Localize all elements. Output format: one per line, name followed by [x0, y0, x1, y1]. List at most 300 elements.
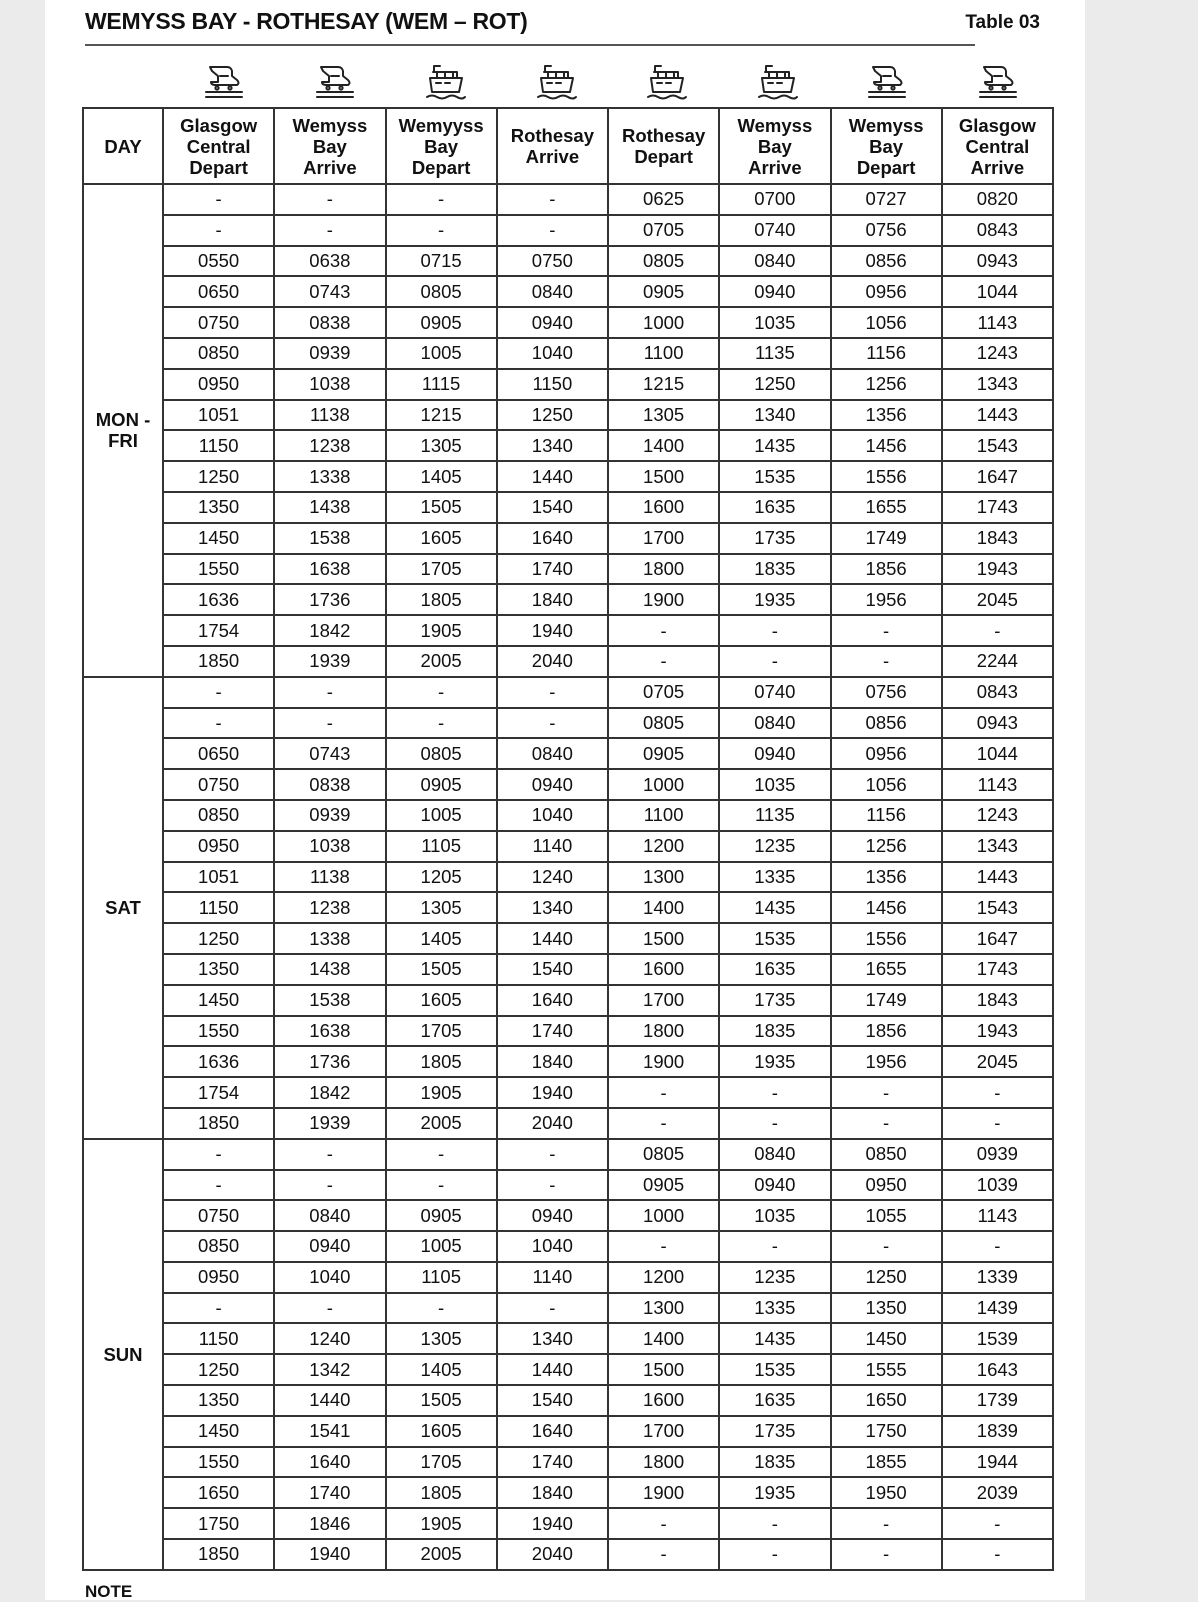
time-cell: 0838	[274, 307, 385, 338]
time-cell: 0905	[386, 769, 497, 800]
table-row	[83, 769, 1053, 800]
time-cell: 1856	[831, 1016, 942, 1047]
time-cell: 1943	[942, 1016, 1053, 1047]
table-row	[83, 800, 1053, 831]
time-cell: 1056	[831, 307, 942, 338]
time-cell: 1305	[608, 400, 719, 431]
time-cell: -	[831, 1508, 942, 1539]
time-cell: 0943	[942, 708, 1053, 739]
ferry-icon	[722, 60, 833, 104]
table-row	[83, 338, 1053, 369]
time-cell: 1556	[831, 461, 942, 492]
time-cell: 1305	[386, 892, 497, 923]
time-cell: 0838	[274, 769, 385, 800]
time-cell: -	[163, 677, 274, 708]
time-cell: -	[942, 1108, 1053, 1139]
time-cell: 0940	[274, 1231, 385, 1262]
time-cell: 0940	[719, 1170, 830, 1201]
time-cell: 1439	[942, 1293, 1053, 1324]
time-cell: -	[608, 1077, 719, 1108]
time-cell: 1440	[274, 1385, 385, 1416]
time-cell: 1035	[719, 1200, 830, 1231]
table-row	[83, 831, 1053, 862]
time-cell: 1150	[163, 1323, 274, 1354]
time-cell: 1750	[831, 1416, 942, 1447]
time-cell: -	[497, 708, 608, 739]
time-cell: 0700	[719, 184, 830, 215]
time-cell: 1200	[608, 1262, 719, 1293]
time-cell: 0650	[163, 276, 274, 307]
time-cell: 0740	[719, 215, 830, 246]
table-row	[83, 430, 1053, 461]
time-cell: 1435	[719, 892, 830, 923]
time-cell: 1235	[719, 1262, 830, 1293]
ferry-icon	[390, 60, 501, 104]
time-cell: 1156	[831, 338, 942, 369]
time-cell: 1443	[942, 400, 1053, 431]
time-cell: 0840	[719, 1139, 830, 1170]
time-cell: -	[719, 646, 830, 677]
time-cell: 1250	[497, 400, 608, 431]
time-cell: 1505	[386, 954, 497, 985]
time-cell: 1540	[497, 1385, 608, 1416]
table-row	[83, 985, 1053, 1016]
time-cell: 1647	[942, 923, 1053, 954]
time-cell: 1250	[163, 1354, 274, 1385]
day-label: SUN	[83, 1139, 163, 1570]
table-row	[83, 738, 1053, 769]
time-cell: 1051	[163, 862, 274, 893]
time-cell: 1105	[386, 1262, 497, 1293]
time-cell: 0850	[163, 800, 274, 831]
time-cell: -	[274, 1293, 385, 1324]
time-cell: 1655	[831, 954, 942, 985]
time-cell: 1835	[719, 1447, 830, 1478]
time-cell: 1850	[163, 1539, 274, 1570]
time-cell: 1540	[497, 492, 608, 523]
time-cell: 1350	[831, 1293, 942, 1324]
table-row	[83, 215, 1053, 246]
time-cell: -	[608, 1508, 719, 1539]
time-cell: 1855	[831, 1447, 942, 1478]
time-cell: 1000	[608, 1200, 719, 1231]
time-cell: 1440	[497, 1354, 608, 1385]
time-cell: -	[608, 1539, 719, 1570]
time-cell: 1635	[719, 954, 830, 985]
time-cell: -	[386, 1139, 497, 1170]
time-cell: 1340	[497, 430, 608, 461]
time-cell: 0650	[163, 738, 274, 769]
time-cell: 0905	[386, 307, 497, 338]
time-cell: -	[274, 1139, 385, 1170]
time-cell: -	[719, 1108, 830, 1139]
time-cell: 0940	[497, 1200, 608, 1231]
time-cell: 1340	[497, 1323, 608, 1354]
time-cell: 0840	[719, 708, 830, 739]
train-icon	[832, 60, 943, 104]
time-cell: -	[497, 215, 608, 246]
time-cell: 0950	[163, 831, 274, 862]
time-cell: 1939	[274, 1108, 385, 1139]
time-cell: 1636	[163, 584, 274, 615]
time-cell: 2005	[386, 1108, 497, 1139]
time-cell: -	[274, 1170, 385, 1201]
time-cell: 1839	[942, 1416, 1053, 1447]
time-cell: 1438	[274, 954, 385, 985]
time-cell: 1600	[608, 954, 719, 985]
table-number: Table 03	[965, 12, 1040, 33]
time-cell: 1100	[608, 338, 719, 369]
table-row	[83, 1323, 1053, 1354]
time-cell: 1800	[608, 1447, 719, 1478]
time-cell: 1805	[386, 1046, 497, 1077]
time-cell: 1256	[831, 831, 942, 862]
time-cell: -	[163, 708, 274, 739]
time-cell: 0850	[831, 1139, 942, 1170]
time-cell: 1435	[719, 430, 830, 461]
time-cell: 0625	[608, 184, 719, 215]
time-cell: 1340	[497, 892, 608, 923]
time-cell: 1342	[274, 1354, 385, 1385]
time-cell: 1643	[942, 1354, 1053, 1385]
time-cell: 2040	[497, 1108, 608, 1139]
time-cell: 0840	[274, 1200, 385, 1231]
time-cell: 1235	[719, 831, 830, 862]
time-cell: 0905	[608, 738, 719, 769]
time-cell: 0850	[163, 1231, 274, 1262]
time-cell: 1842	[274, 1077, 385, 1108]
time-cell: 1743	[942, 492, 1053, 523]
time-cell: 1143	[942, 769, 1053, 800]
time-cell: -	[274, 215, 385, 246]
time-cell: 1243	[942, 338, 1053, 369]
time-cell: 1450	[163, 523, 274, 554]
time-cell: 2005	[386, 646, 497, 677]
time-cell: 0756	[831, 215, 942, 246]
time-cell: 0805	[608, 708, 719, 739]
time-cell: 2244	[942, 646, 1053, 677]
time-cell: 1736	[274, 584, 385, 615]
time-cell: 1605	[386, 523, 497, 554]
time-cell: 1550	[163, 1447, 274, 1478]
time-cell: 1505	[386, 1385, 497, 1416]
time-cell: 1450	[831, 1323, 942, 1354]
time-cell: 0940	[719, 276, 830, 307]
time-cell: 0939	[274, 338, 385, 369]
time-cell: 1843	[942, 985, 1053, 1016]
time-cell: 1939	[274, 646, 385, 677]
time-cell: 1705	[386, 554, 497, 585]
time-cell: 1705	[386, 1016, 497, 1047]
time-cell: -	[719, 1539, 830, 1570]
time-cell: 1640	[497, 985, 608, 1016]
ferry-icon	[611, 60, 722, 104]
time-cell: 1350	[163, 954, 274, 985]
time-cell: 1040	[274, 1262, 385, 1293]
time-cell: 0843	[942, 215, 1053, 246]
time-cell: 1635	[719, 492, 830, 523]
note-label: NOTE	[85, 1582, 133, 1601]
time-cell: 1950	[831, 1477, 942, 1508]
timetable-page	[45, 0, 1085, 1600]
column-header-day: DAY	[83, 108, 163, 184]
time-cell: 0727	[831, 184, 942, 215]
time-cell: 2045	[942, 584, 1053, 615]
time-cell: 1405	[386, 923, 497, 954]
time-cell: -	[831, 1539, 942, 1570]
time-cell: 0705	[608, 677, 719, 708]
time-cell: 1343	[942, 369, 1053, 400]
table-row	[83, 1539, 1053, 1570]
time-cell: 1105	[386, 831, 497, 862]
time-cell: 0805	[608, 1139, 719, 1170]
table-row	[83, 1447, 1053, 1478]
time-cell: 1600	[608, 492, 719, 523]
time-cell: 1505	[386, 492, 497, 523]
time-cell: 1400	[608, 892, 719, 923]
time-cell: 0856	[831, 246, 942, 277]
table-row	[83, 492, 1053, 523]
time-cell: 1735	[719, 1416, 830, 1447]
time-cell: -	[163, 1170, 274, 1201]
time-cell: 1956	[831, 584, 942, 615]
time-cell: 0940	[497, 769, 608, 800]
time-cell: 0750	[163, 1200, 274, 1231]
table-row	[83, 1293, 1053, 1324]
time-cell: 1535	[719, 461, 830, 492]
time-cell: 0956	[831, 276, 942, 307]
time-cell: 1338	[274, 461, 385, 492]
time-cell: -	[274, 708, 385, 739]
time-cell: -	[163, 184, 274, 215]
train-icon	[169, 60, 280, 104]
time-cell: -	[497, 1170, 608, 1201]
time-cell: 0756	[831, 677, 942, 708]
time-cell: 1405	[386, 1354, 497, 1385]
time-cell: 1539	[942, 1323, 1053, 1354]
time-cell: 1840	[497, 1046, 608, 1077]
table-row	[83, 1262, 1053, 1293]
table-row	[83, 554, 1053, 585]
time-cell: 1640	[497, 1416, 608, 1447]
time-cell: 1743	[942, 954, 1053, 985]
time-cell: 1640	[274, 1447, 385, 1478]
title-divider	[85, 44, 975, 46]
time-cell: 0939	[274, 800, 385, 831]
time-cell: 1543	[942, 430, 1053, 461]
table-row	[83, 1385, 1053, 1416]
time-cell: 0805	[386, 738, 497, 769]
time-cell: 1135	[719, 800, 830, 831]
time-cell: 1140	[497, 831, 608, 862]
time-cell: 0940	[497, 307, 608, 338]
timetable	[82, 107, 1054, 1571]
time-cell: -	[719, 615, 830, 646]
time-cell: 1200	[608, 831, 719, 862]
time-cell: 1040	[497, 338, 608, 369]
time-cell: 1700	[608, 1416, 719, 1447]
time-cell: 1805	[386, 1477, 497, 1508]
time-cell: -	[719, 1231, 830, 1262]
time-cell: 1905	[386, 1508, 497, 1539]
time-cell: 1538	[274, 523, 385, 554]
time-cell: 1055	[831, 1200, 942, 1231]
table-row	[83, 461, 1053, 492]
time-cell: -	[719, 1077, 830, 1108]
time-cell: 0750	[497, 246, 608, 277]
time-cell: 1400	[608, 1323, 719, 1354]
time-cell: 1655	[831, 492, 942, 523]
time-cell: 1044	[942, 276, 1053, 307]
timetable-body	[83, 184, 1053, 1570]
column-header: Glasgow Central Depart	[163, 108, 274, 184]
time-cell: -	[386, 1293, 497, 1324]
time-cell: 2039	[942, 1477, 1053, 1508]
time-cell: 1040	[497, 800, 608, 831]
time-cell: 1935	[719, 1477, 830, 1508]
time-cell: 1356	[831, 862, 942, 893]
time-cell: -	[386, 677, 497, 708]
time-cell: -	[608, 646, 719, 677]
time-cell: 1400	[608, 430, 719, 461]
table-row	[83, 1231, 1053, 1262]
time-cell: -	[942, 1508, 1053, 1539]
time-cell: -	[608, 1108, 719, 1139]
time-cell: 1705	[386, 1447, 497, 1478]
time-cell: 1440	[497, 461, 608, 492]
time-cell: 0905	[608, 276, 719, 307]
time-cell: 1300	[608, 862, 719, 893]
time-cell: 1900	[608, 1046, 719, 1077]
table-row	[83, 1139, 1053, 1170]
time-cell: 1343	[942, 831, 1053, 862]
time-cell: -	[719, 1508, 830, 1539]
time-cell: 1150	[163, 430, 274, 461]
time-cell: 1550	[163, 554, 274, 585]
time-cell: 0820	[942, 184, 1053, 215]
time-cell: 1143	[942, 1200, 1053, 1231]
mode-icon-row	[169, 60, 1053, 104]
table-row	[83, 584, 1053, 615]
time-cell: 1754	[163, 1077, 274, 1108]
time-cell: 1205	[386, 862, 497, 893]
time-cell: 1700	[608, 523, 719, 554]
time-cell: 1538	[274, 985, 385, 1016]
time-cell: 1805	[386, 584, 497, 615]
time-cell: 1935	[719, 1046, 830, 1077]
time-cell: 1456	[831, 892, 942, 923]
time-cell: -	[497, 1293, 608, 1324]
table-row	[83, 1108, 1053, 1139]
time-cell: 1940	[497, 1508, 608, 1539]
time-cell: -	[163, 1139, 274, 1170]
time-cell: 0950	[831, 1170, 942, 1201]
time-cell: 1940	[497, 615, 608, 646]
time-cell: 1005	[386, 1231, 497, 1262]
time-cell: 1440	[497, 923, 608, 954]
time-cell: 1842	[274, 615, 385, 646]
time-cell: -	[163, 1293, 274, 1324]
time-cell: 1456	[831, 430, 942, 461]
page-title: WEMYSS BAY - ROTHESAY (WEM – ROT)	[85, 8, 528, 34]
time-cell: 1535	[719, 1354, 830, 1385]
time-cell: 1138	[274, 862, 385, 893]
time-cell: 1039	[942, 1170, 1053, 1201]
time-cell: 0805	[386, 276, 497, 307]
column-header: Wemyss Bay Arrive	[719, 108, 830, 184]
time-cell: 0805	[608, 246, 719, 277]
table-row	[83, 246, 1053, 277]
time-cell: 1550	[163, 1016, 274, 1047]
time-cell: 0856	[831, 708, 942, 739]
time-cell: 1435	[719, 1323, 830, 1354]
time-cell: 1143	[942, 307, 1053, 338]
time-cell: 1905	[386, 615, 497, 646]
time-cell: 1340	[719, 400, 830, 431]
time-cell: -	[831, 615, 942, 646]
time-cell: 1215	[386, 400, 497, 431]
time-cell: 1250	[831, 1262, 942, 1293]
time-cell: 1647	[942, 461, 1053, 492]
train-icon	[280, 60, 391, 104]
time-cell: 1038	[274, 369, 385, 400]
time-cell: 1150	[163, 892, 274, 923]
time-cell: 1115	[386, 369, 497, 400]
day-label: MON - FRI	[83, 184, 163, 677]
table-row	[83, 892, 1053, 923]
time-cell: 0956	[831, 738, 942, 769]
time-cell: 1356	[831, 400, 942, 431]
time-cell: -	[497, 677, 608, 708]
column-header: Wemyyss Bay Depart	[386, 108, 497, 184]
time-cell: 1035	[719, 307, 830, 338]
time-cell: 1638	[274, 1016, 385, 1047]
time-cell: 1835	[719, 1016, 830, 1047]
table-row	[83, 862, 1053, 893]
time-cell: -	[831, 1231, 942, 1262]
time-cell: 1450	[163, 985, 274, 1016]
time-cell: -	[386, 708, 497, 739]
time-cell: 1056	[831, 769, 942, 800]
time-cell: 1543	[942, 892, 1053, 923]
time-cell: -	[942, 1231, 1053, 1262]
time-cell: 1250	[163, 461, 274, 492]
time-cell: 1555	[831, 1354, 942, 1385]
time-cell: 0743	[274, 738, 385, 769]
table-row	[83, 1508, 1053, 1539]
time-cell: 1740	[497, 1447, 608, 1478]
time-cell: 1138	[274, 400, 385, 431]
table-row	[83, 1016, 1053, 1047]
time-cell: 1405	[386, 461, 497, 492]
time-cell: -	[497, 1139, 608, 1170]
time-cell: 1735	[719, 523, 830, 554]
time-cell: 1305	[386, 1323, 497, 1354]
time-cell: 1635	[719, 1385, 830, 1416]
time-cell: 1900	[608, 1477, 719, 1508]
time-cell: 1100	[608, 800, 719, 831]
table-row	[83, 1077, 1053, 1108]
column-header: Rothesay Depart	[608, 108, 719, 184]
time-cell: 2040	[497, 1539, 608, 1570]
time-cell: 1856	[831, 554, 942, 585]
time-cell: 1000	[608, 307, 719, 338]
time-cell: 1339	[942, 1262, 1053, 1293]
time-cell: 0750	[163, 769, 274, 800]
time-cell: 1840	[497, 1477, 608, 1508]
time-cell: -	[274, 184, 385, 215]
time-cell: -	[831, 1108, 942, 1139]
